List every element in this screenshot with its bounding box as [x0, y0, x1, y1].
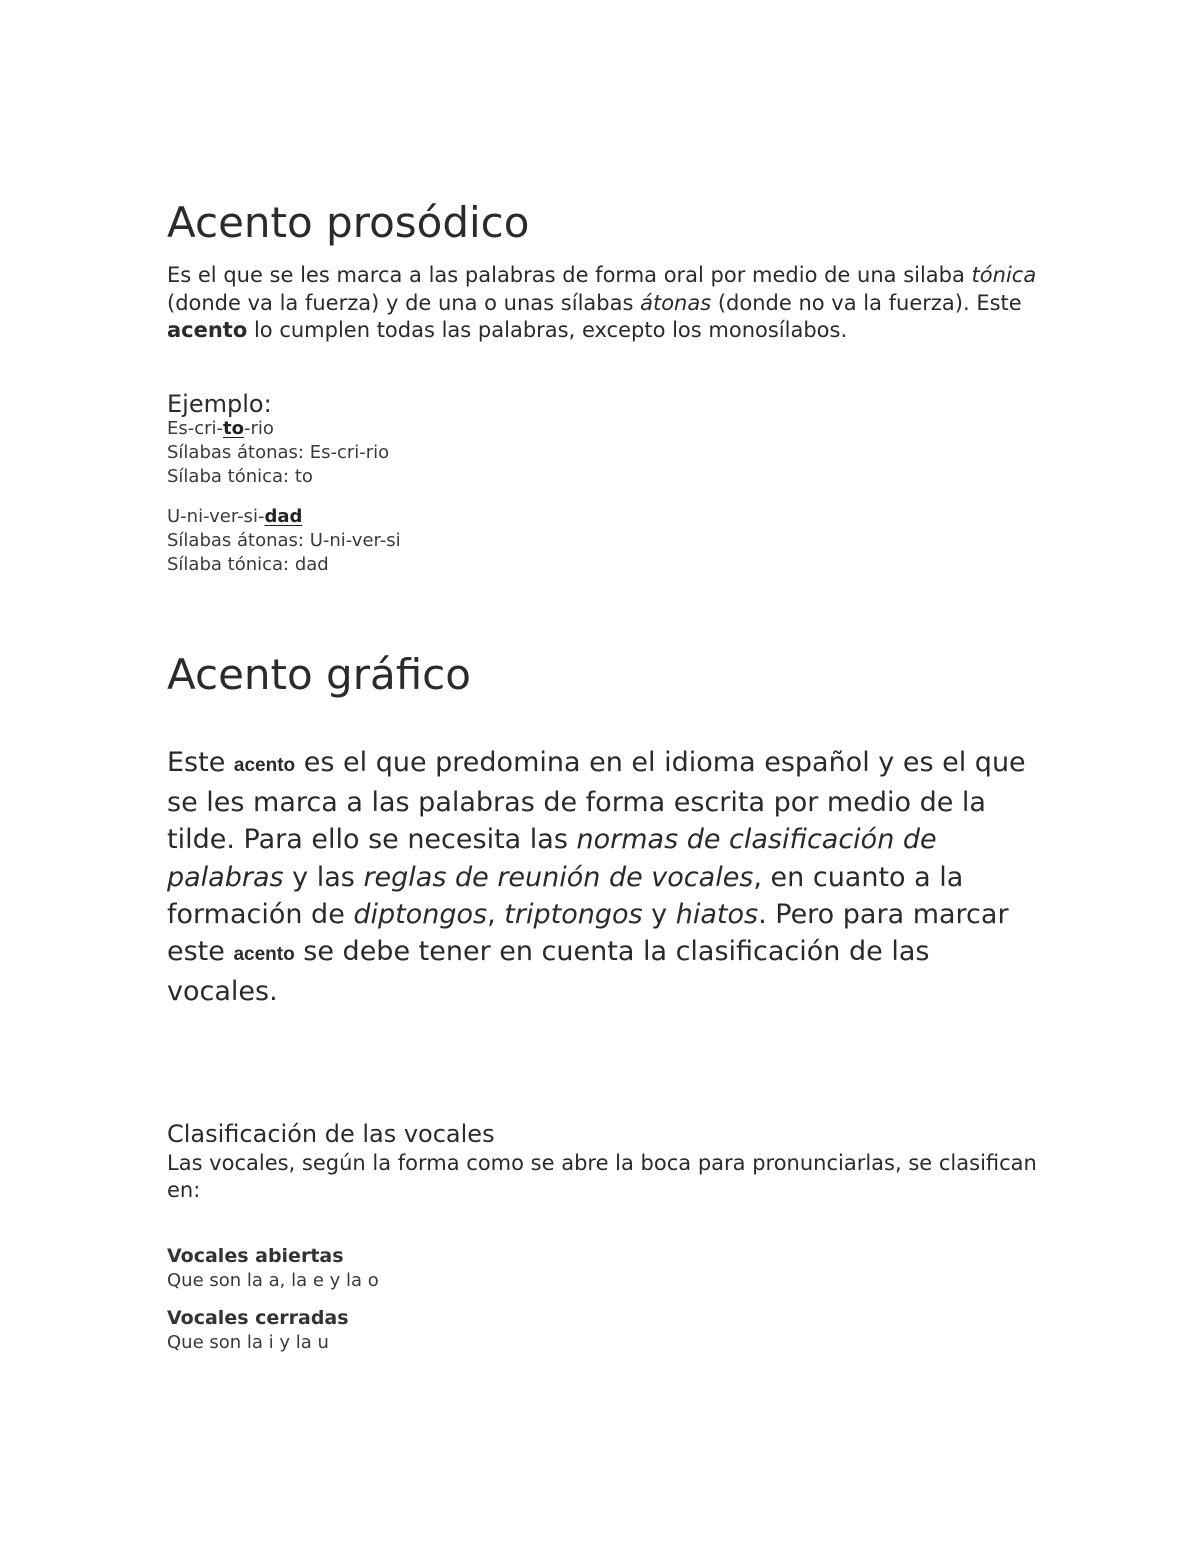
- open-vowels-heading: Vocales abiertas: [167, 1245, 344, 1267]
- example-heading: Ejemplo:: [167, 390, 272, 418]
- text-run: Es el que se les marca a las palabras de forma oral por medio de una silaba: [167, 263, 972, 287]
- text-run: Es-cri-: [167, 418, 224, 439]
- example-word-escritorio: [167, 417, 274, 441]
- example-tonica: Sílaba tónica: dad: [167, 554, 329, 575]
- italic-term: hiatos: [675, 898, 759, 930]
- italic-term: triptongos: [504, 898, 643, 930]
- section-title-acento-prosodico: Acento prosódico: [167, 198, 530, 247]
- section-title-acento-grafico: Acento gráfico: [167, 650, 471, 699]
- vowel-classification-heading: Clasificación de las vocales: [167, 1120, 495, 1148]
- text-run: es el que predomina en el idioma español y es el que se les marca a las palabras de forma escrita por medio de la tilde. Para ello se necesita las: [167, 747, 1026, 856]
- italic-term: normas de clasificación de palabras: [167, 824, 937, 893]
- example-atonas: Sílabas átonas: U-ni-ver-si: [167, 530, 401, 551]
- closed-vowels-text: Que son la i y la u: [167, 1332, 329, 1353]
- stressed-syllable: dad: [264, 506, 303, 527]
- bold-term: acento: [233, 944, 295, 966]
- bold-term: acento: [167, 318, 248, 342]
- vowel-classification-intro: Las vocales, según la forma como se abre la boca para pronunciarlas, se clasifican en:: [167, 1151, 1037, 1202]
- open-vowels-text: Que son la a, la e y la o: [167, 1270, 379, 1291]
- text-run: (donde no va la fuerza). Este: [711, 290, 1022, 315]
- prosodic-paragraph: [167, 262, 1047, 345]
- stressed-syllable: to: [223, 418, 245, 439]
- grafico-paragraph: [167, 744, 1047, 1010]
- text-run: Este: [167, 747, 234, 778]
- text-run: -rio: [244, 418, 274, 439]
- text-run: y: [642, 898, 676, 930]
- example-atonas: Sílabas átonas: Es-cri-rio: [167, 442, 390, 463]
- text-run: (donde va la fuerza) y de una o unas sílabas: [167, 290, 641, 315]
- italic-term: reglas de reunión de vocales: [363, 861, 754, 893]
- italic-term: tónica: [971, 263, 1037, 287]
- bold-term: acento: [233, 755, 296, 776]
- italic-term: átonas: [640, 290, 712, 315]
- text-run: ,: [487, 898, 505, 930]
- text-run: se debe tener en cuenta la clasificación de las vocales.: [167, 936, 930, 1008]
- example-tonica: Sílaba tónica: to: [167, 466, 313, 487]
- example-word-universidad: [167, 505, 302, 529]
- italic-term: diptongos: [353, 898, 488, 930]
- text-run: lo cumplen todas las palabras, excepto los monosílabos.: [247, 318, 848, 342]
- text-run: U-ni-ver-si-: [167, 506, 265, 527]
- text-run: , en cuanto a la formación de: [167, 861, 964, 930]
- text-run: y las: [283, 861, 364, 893]
- closed-vowels-heading: Vocales cerradas: [167, 1307, 349, 1329]
- text-run: . Pero para marcar este: [167, 898, 1009, 968]
